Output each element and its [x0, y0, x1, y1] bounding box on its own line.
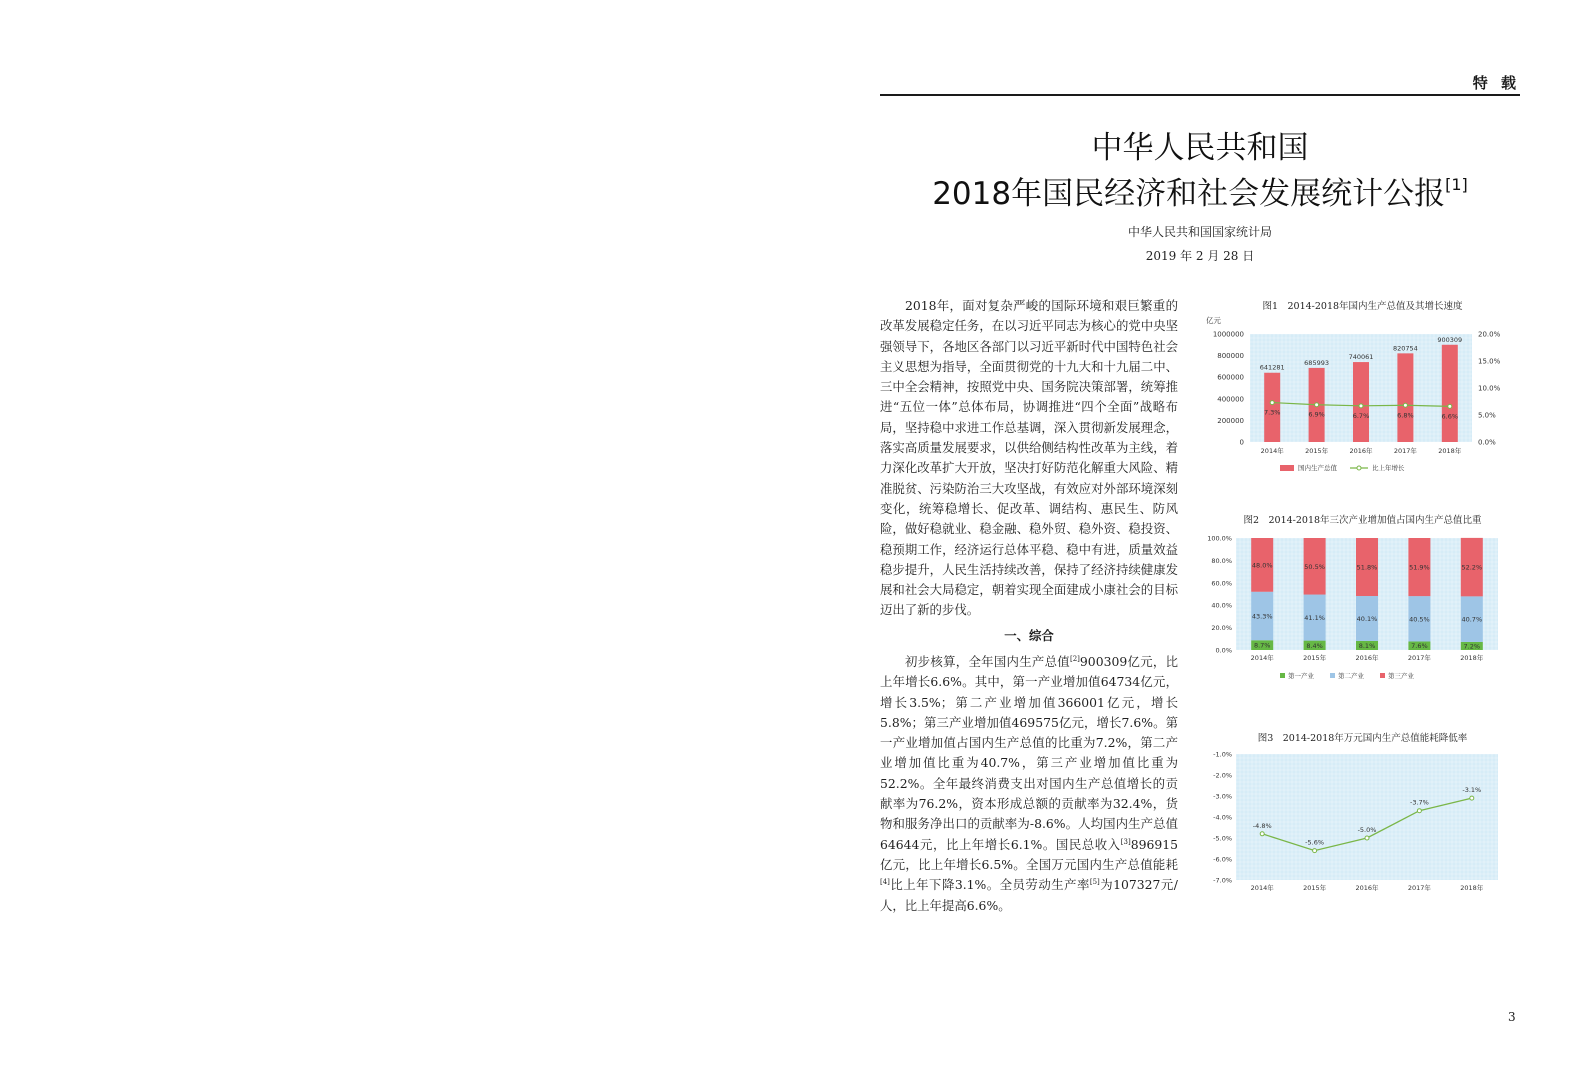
fig1-y-tick: 1000000 [1212, 330, 1244, 339]
fig2-x-tick: 2016年 [1355, 654, 1379, 662]
fig2-x-tick: 2014年 [1250, 654, 1274, 662]
fig1-y2-tick: 20.0% [1478, 330, 1501, 339]
footnote-ref: [3] [1120, 837, 1131, 846]
fig3-y-tick: -3.0% [1213, 792, 1232, 801]
fig1-bar [1442, 345, 1458, 442]
fig2-y-tick: 100.0% [1207, 534, 1232, 543]
figure-3-title: 图3 2014-2018年万元国内生产总值能耗降低率 [1257, 733, 1468, 744]
fig2-legend-swatch [1330, 673, 1335, 678]
fig1-bar [1397, 353, 1413, 442]
title-text: 2018年国民经济和社会发展统计公报 [932, 176, 1446, 212]
fig1-y2-tick: 0.0% [1478, 438, 1496, 447]
fig2-segment-label: 7.2% [1463, 642, 1481, 651]
fig3-point [1417, 809, 1421, 813]
figure-2-chart [1200, 528, 1525, 692]
fig1-x-tick: 2015年 [1305, 447, 1329, 455]
fig3-point-label: -5.6% [1305, 838, 1325, 847]
fig3-point [1365, 836, 1369, 840]
fig2-segment-label: 52.2% [1461, 563, 1483, 572]
fig1-bar-label: 685993 [1304, 358, 1330, 367]
fig1-x-tick: 2016年 [1349, 447, 1373, 455]
fig2-legend-label: 第三产业 [1388, 672, 1414, 680]
text-run: 初步核算，全年国内生产总值 [905, 654, 1070, 669]
fig1-y2-tick: 10.0% [1478, 384, 1501, 393]
fig2-x-tick: 2015年 [1303, 654, 1327, 662]
figure-1-chart [1200, 314, 1525, 486]
figure-3-chart [1200, 746, 1525, 910]
fig1-y-tick: 600000 [1217, 373, 1244, 382]
fig3-point-label: -5.0% [1357, 826, 1377, 834]
text-run: 900309亿元，比上年增长6.6%。其中，第一产业增加值64734亿元，增长3.5%；第二产业增加值366001亿元，增长5.8%；第三产业增加值469575亿元，增长7.6%。第一产业增加值占国内生产总值的比重为7.2%，第二产业增加值比重为40.7%，第三产业增加值比重为52.2%。全年最终消费支出对国内生产总值增长的贡献率为76.2%，资本形成总额的贡献率为32.4%，货物和服务净出口的贡献率为-8.6%。人均国内生产总值64644元，比上年增长6.1%。国民总收入 [880, 654, 1178, 852]
fig2-segment-label: 48.0% [1251, 561, 1273, 570]
fig1-x-tick: 2014年 [1260, 447, 1284, 455]
fig1-bar-label: 641281 [1259, 363, 1285, 372]
fig3-x-tick: 2014年 [1250, 884, 1274, 892]
fig2-legend-label: 第二产业 [1338, 672, 1364, 680]
fig2-y-tick: 20.0% [1211, 624, 1232, 633]
fig3-x-tick: 2018年 [1460, 884, 1484, 892]
fig3-point-label: -4.8% [1252, 821, 1272, 830]
fig3-x-tick: 2015年 [1303, 884, 1327, 892]
title-line-2 [880, 168, 1520, 213]
fig3-y-tick: -6.0% [1213, 855, 1232, 864]
text-run: 为107327元/人，比上年提高6.6%。 [880, 877, 1178, 913]
fig1-y2-tick: 15.0% [1478, 357, 1501, 366]
footnote-ref: [4] [880, 878, 890, 887]
fig1-bar [1353, 362, 1369, 442]
text-run: 896915亿元，比上年增长6.5%。全国万元国内生产总值能耗 [880, 836, 1178, 872]
fig2-legend-label: 第一产业 [1288, 672, 1314, 680]
section-tag: 特 载 [1472, 74, 1520, 92]
fig2-segment-label: 8.4% [1306, 641, 1323, 650]
fig2-segment-label: 7.6% [1411, 642, 1428, 651]
title-footnote: [1] [1445, 175, 1468, 194]
fig1-growth-label: 6.6% [1441, 412, 1459, 421]
fig2-y-tick: 60.0% [1211, 579, 1232, 588]
footnote-ref: [2] [1070, 655, 1080, 663]
fig2-x-tick: 2018年 [1460, 654, 1484, 662]
figure-2 [1200, 512, 1525, 692]
page-number: 3 [1508, 1010, 1516, 1024]
fig1-y2-tick: 5.0% [1478, 411, 1496, 420]
fig2-segment-label: 8.1% [1358, 641, 1376, 650]
figure-3 [1200, 730, 1525, 910]
fig3-y-tick: -1.0% [1213, 750, 1232, 759]
fig3-x-tick: 2016年 [1355, 884, 1379, 892]
fig2-y-tick: 0.0% [1215, 646, 1232, 655]
figure-2-title: 图2 2014-2018年三次产业增加值占国内生产总值比重 [1243, 515, 1482, 526]
fig1-bar-label: 740061 [1348, 353, 1374, 362]
fig1-y-tick: 400000 [1217, 395, 1244, 404]
fig1-growth-label: 6.9% [1308, 410, 1325, 419]
intro-paragraph: 2018年，面对复杂严峻的国际环境和艰巨繁重的改革发展稳定任务，在以习近平同志为核心的党中央坚强领导下，各地区各部门以习近平新时代中国特色社会主义思想为指导，全面贯彻党的十九大和十九届二中、三中全会精神，按照党中央、国务院决策部署，统筹推进“五位一体”总体布局，协调推进“四个全面”战略布局，坚持稳中求进工作总基调，深入贯彻新发展理念，落实高质量发展要求，以供给侧结构性改革为主线，着力深化改革扩大开放，坚决打好防范化解重大风险、精准脱贫、污染防治三大攻坚战，有效应对外部环境深刻变化，统筹稳增长、促改革、调结构、惠民生、防风险，做好稳就业、稳金融、稳外贸、稳外资、稳投资、稳预期工作，经济运行总体平稳、稳中有进，质量效益稳步提升，人民生活持续改善，保持了经济持续健康发展和社会大局稳定，朝着实现全面建成小康社会的目标迈出了新的步伐。 [880, 298, 1178, 618]
fig1-growth-label: 6.8% [1397, 411, 1414, 420]
fig2-segment-label: 43.3% [1251, 612, 1273, 621]
fig1-bar [1264, 373, 1280, 442]
footnote-ref: [5] [1089, 878, 1100, 887]
figure-1 [1200, 298, 1525, 488]
fig2-segment-label: 51.9% [1409, 563, 1430, 572]
fig2-y-tick: 80.0% [1211, 556, 1232, 565]
fig1-growth-point [1270, 401, 1274, 405]
fig3-point [1470, 796, 1474, 800]
fig3-y-tick: -4.0% [1213, 813, 1232, 822]
fig3-y-tick: -7.0% [1213, 876, 1232, 885]
fig3-point-label: -3.7% [1409, 798, 1429, 807]
title-line-1: 中华人民共和国 [1091, 130, 1309, 166]
fig3-y-tick: -5.0% [1213, 834, 1232, 843]
fig2-segment-label: 8.7% [1253, 641, 1271, 650]
fig1-growth-point [1359, 404, 1363, 408]
fig1-y-tick: 200000 [1217, 416, 1244, 425]
fig1-legend-bar: 国内生产总值 [1298, 464, 1337, 472]
section-heading: 一、综合 [1004, 628, 1054, 643]
fig2-segment-label: 40.1% [1356, 614, 1378, 623]
fig1-growth-point [1403, 403, 1407, 407]
fig1-x-tick: 2018年 [1438, 447, 1462, 455]
fig1-legend-line: 比上年增长 [1372, 464, 1405, 472]
section1-paragraph [880, 652, 1178, 916]
fig1-y-unit: 亿元 [1206, 316, 1221, 325]
fig1-growth-point [1448, 404, 1452, 408]
fig2-segment-label: 50.5% [1304, 562, 1325, 571]
fig2-x-tick: 2017年 [1407, 654, 1431, 662]
fig3-plot-area [1236, 754, 1498, 880]
fig2-y-tick: 40.0% [1211, 601, 1232, 610]
fig2-legend-swatch [1380, 673, 1385, 678]
fig3-y-tick: -2.0% [1213, 771, 1232, 780]
fig3-point-label: -3.1% [1462, 786, 1482, 795]
fig2-segment-label: 40.5% [1409, 615, 1430, 624]
fig1-x-tick: 2017年 [1393, 447, 1417, 455]
fig1-y-tick: 800000 [1217, 352, 1244, 361]
fig2-segment-label: 40.7% [1461, 615, 1483, 624]
fig3-point [1260, 832, 1264, 836]
date: 2019 年 2 月 28 日 [1145, 249, 1255, 263]
fig1-growth-label: 7.3% [1263, 408, 1281, 417]
text-run: 比上年下降3.1%。全员劳动生产率 [889, 877, 1090, 893]
author: 中华人民共和国国家统计局 [1127, 225, 1272, 239]
fig1-bar-label: 820754 [1392, 344, 1418, 353]
fig1-y-tick: 0 [1239, 438, 1244, 447]
header-rule [880, 94, 1520, 96]
fig1-bar-label: 900309 [1437, 335, 1463, 344]
fig1-growth-label: 6.7% [1352, 411, 1370, 420]
fig3-x-tick: 2017年 [1407, 884, 1431, 892]
fig1-legend-bar-swatch [1280, 465, 1294, 471]
fig1-growth-point [1315, 403, 1319, 407]
fig1-legend-line-marker [1357, 466, 1361, 470]
figure-1-title: 图1 2014-2018年国内生产总值及其增长速度 [1262, 301, 1463, 312]
fig2-segment-label: 41.1% [1304, 614, 1325, 623]
fig3-point [1313, 849, 1317, 853]
fig2-legend-swatch [1280, 673, 1285, 678]
fig2-segment-label: 51.8% [1356, 563, 1378, 572]
